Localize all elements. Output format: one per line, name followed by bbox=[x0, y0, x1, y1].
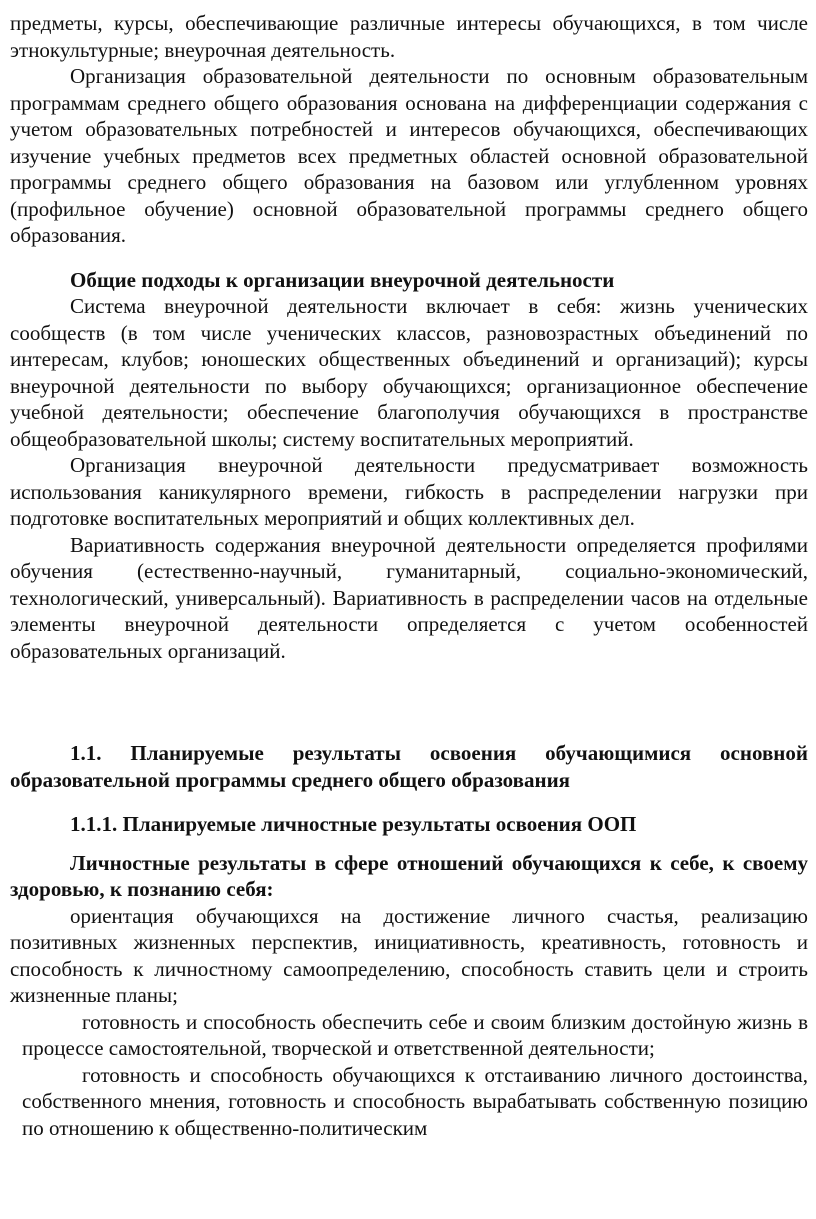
spacer bbox=[10, 249, 808, 267]
spacer bbox=[10, 664, 808, 740]
spacer bbox=[10, 838, 808, 850]
paragraph-extracurricular-organization: Организация внеурочной деятельности предусматривает возможность использования каникулярного времени, гибкость в распределении нагрузки при подготовке воспитательных мероприятий и общих коллективных дел. bbox=[10, 453, 808, 530]
heading-planned-results: 1.1. Планируемые результаты освоения обучающимися основной образовательной программы среднего общего образования bbox=[10, 741, 808, 792]
paragraph-orientation: ориентация обучающихся на достижение личного счастья, реализацию позитивных жизненных перспектив, инициативность, креативность, готовность и способность к личностному самоопределению, способность ставить цели и строить жизненные планы; bbox=[10, 903, 808, 1007]
document-page bbox=[10, 10, 808, 1141]
heading-self-relations: Личностные результаты в сфере отношений обучающихся к себе, к своему здоровью, к познанию себя: bbox=[10, 850, 808, 901]
paragraph-readiness-life: готовность и способность обеспечить себе и своим близким достойную жизнь в процессе самостоятельной, творческой и ответственной деятельности; bbox=[22, 1009, 808, 1060]
paragraph-subjects-courses: предметы, курсы, обеспечивающие различные интересы обучающихся, в том числе этнокультурные; внеурочная деятельность. bbox=[10, 11, 808, 62]
spacer bbox=[10, 793, 808, 811]
heading-personal-results: 1.1.1. Планируемые личностные результаты освоения ООП bbox=[70, 812, 637, 836]
paragraph-readiness-dignity: готовность и способность обучающихся к отстаиванию личного достоинства, собственного мнения, готовность и способность вырабатывать собственную позицию по отношению к общественно-политическим bbox=[22, 1062, 808, 1140]
paragraph-variability: Вариативность содержания внеурочной деятельности определяется профилями обучения (естественно-научный, гуманитарный, социально-экономический, технологический, универсальный). Вариативность в распределении часов на отдельные элементы внеурочной деятельности определяется с учетом особенностей образовательных организаций. bbox=[10, 532, 808, 663]
paragraph-extracurricular-system: Система внеурочной деятельности включает в себя: жизнь ученических сообществ (в том числе ученических классов, разновозрастных объединений по интересам, клубов; юношеских общественных объединений и организаций); курсы внеурочной деятельности по выбору обучающихся; организационное обеспечение учебной деятельности; обеспечение благополучия обучающихся в пространстве общеобразовательной школы; систему воспитательных мероприятий. bbox=[10, 294, 808, 451]
heading-extracurricular-approaches: Общие подходы к организации внеурочной деятельности bbox=[70, 267, 615, 292]
paragraph-educational-organization: Организация образовательной деятельности по основным образовательным программам среднего общего образования основана на дифференциации содержания с учетом образовательных потребностей и интересов обучающихся, обеспечивающих изучение учебных предметов всех предметных областей основной образовательной программы среднего общего образования на базовом или углубленном уровнях (профильное обучение) основной образовательной программы среднего общего образования. bbox=[10, 64, 808, 247]
